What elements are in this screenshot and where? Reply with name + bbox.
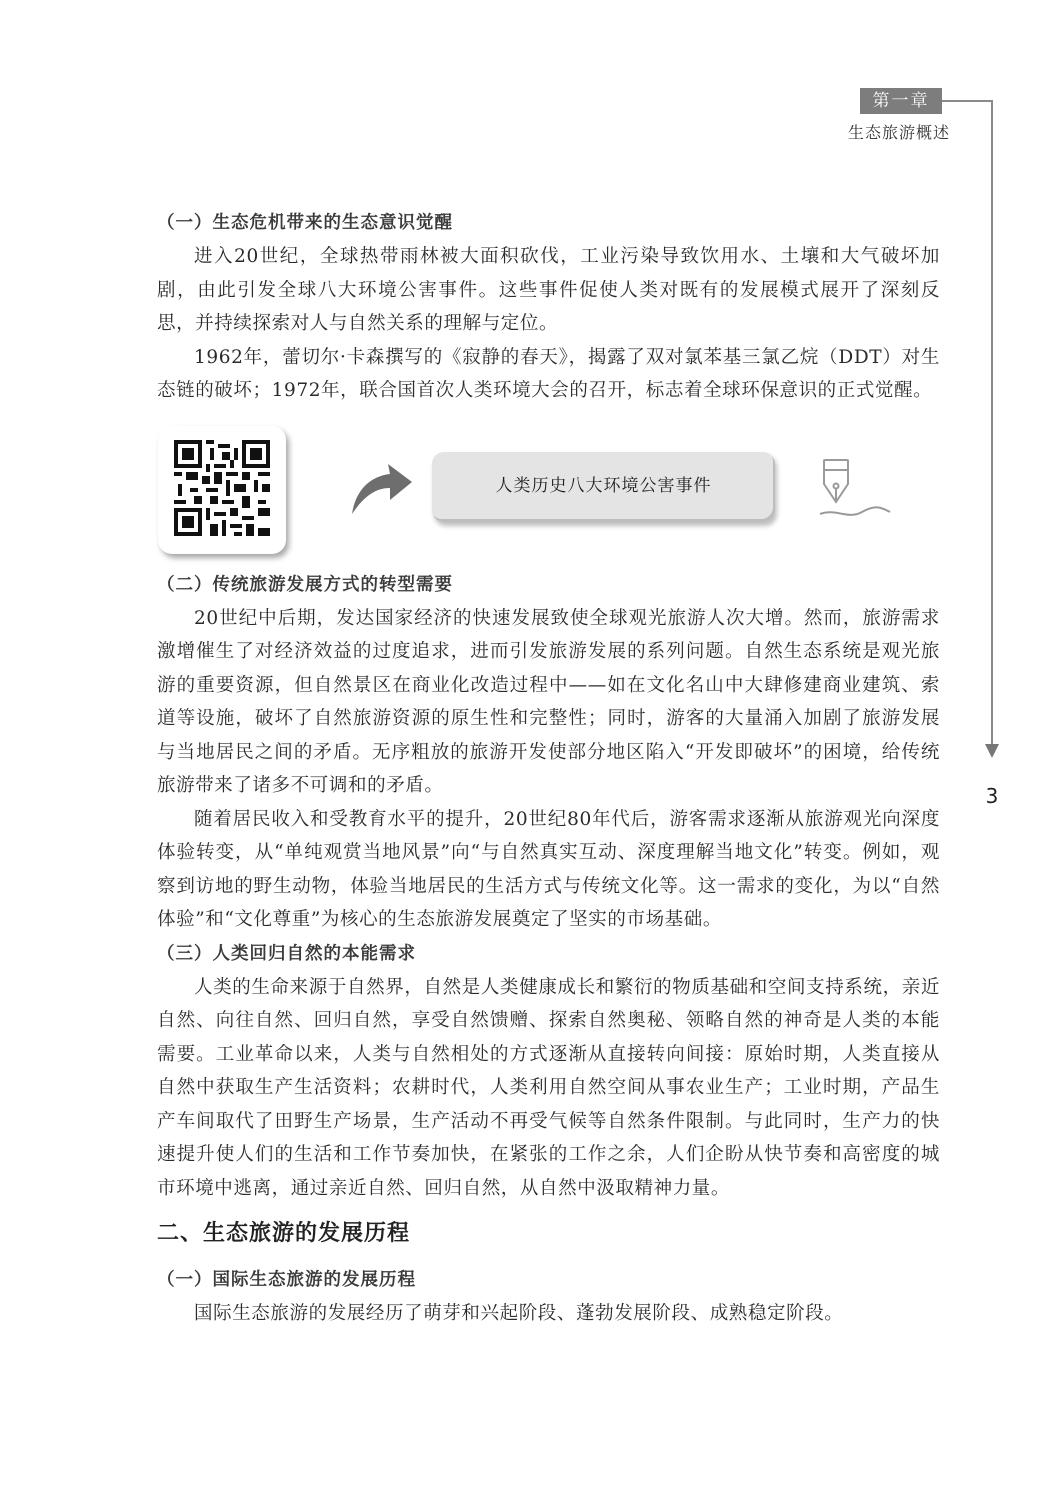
margin-arrow-icon [985, 744, 999, 758]
paragraph: 国际生态旅游的发展经历了萌芽和兴起阶段、蓬勃发展阶段、成熟稳定阶段。 [194, 1303, 844, 1324]
margin-rule-horizontal [942, 100, 992, 102]
paragraph: 20世纪中后期，发达国家经济的快速发展致使全球观光旅游人次大增。然而，旅游需求激增催生了对经济效益的过度追求，进而引发旅游发展的系列问题。自然生态系统是观光旅游的重要资源，但自然景区在商业化改造过程中——如在文化名山中大肆修建商业建筑、索道等设施，破坏了自然旅游资源的原生性和完整性；同时，游客的大量涌入加剧了旅游发展与当地居民之间的矛盾。无序粗放的旅游开发使部分地区陷入“开发即破坏”的困境，给传统旅游带来了诸多不可调和的矛盾。 [157, 607, 940, 796]
page-content [157, 206, 940, 1331]
chapter-label: 第一章 [860, 88, 942, 114]
paragraph: 进入20世纪，全球热带雨林被大面积砍伐，工业污染导致饮用水、土壤和大气破坏加剧，由此引发全球八大环境公害事件。这些事件促使人类对既有的发展模式展开了深刻反思，并持续探索对人与自然关系的理解与定位。 [157, 246, 940, 334]
resource-link-button[interactable]: 人类历史八大环境公害事件 [432, 452, 775, 522]
paragraph: 1962年，蕾切尔·卡森撰写的《寂静的春天》，揭露了双对氯苯基三氯乙烷（DDT）对生态链的破坏；1972年，联合国首次人类环境大会的召开，标志着全球环保意识的正式觉醒。 [157, 346, 940, 401]
subsection-heading-1: （一）生态危机带来的生态意识觉醒 [157, 213, 453, 233]
resource-block-spacer [157, 408, 940, 568]
subsection-heading-2: （二）传统旅游发展方式的转型需要 [157, 574, 453, 595]
page-number: 3 [985, 784, 999, 808]
subsection-heading-3: （三）人类回归自然的本能需求 [157, 943, 416, 964]
paragraph: 人类的生命来源于自然界，自然是人类健康成长和繁衍的物质基础和空间支持系统，亲近自然、向往自然、回归自然，享受自然馈赠、探索自然奥秘、领略自然的神奇是人类的本能需要。工业革命以来，人类与自然相处的方式逐渐从直接转向间接：原始时期，人类直接从自然中获取生产生活资料；农耕时代，人类利用自然空间从事农业生产；工业时期，产品生产车间取代了田野生产场景，生产活动不再受气候等自然条件限制。与此同时，生产力的快速提升使人们的生活和工作节奏加快，在紧张的工作之余，人们企盼从快节奏和高密度的城市环境中逃离，通过亲近自然、回归自然，从自然中汲取精神力量。 [157, 976, 940, 1199]
section-heading: 二、生态旅游的发展历程 [157, 1221, 411, 1246]
margin-rule-vertical [991, 100, 993, 745]
subsection-heading-4: （一）国际生态旅游的发展历程 [157, 1270, 416, 1290]
paragraph: 随着居民收入和受教育水平的提升，20世纪80年代后，游客需求逐渐从旅游观光向深度体验转变，从“单纯观赏当地风景”向“与自然真实互动、深度理解当地文化”转变。例如，观察到访地的野生动物，体验当地居民的生活方式与传统文化等。这一需求的变化，为以“自然体验”和“文化尊重”为核心的生态旅游发展奠定了坚实的市场基础。 [157, 808, 940, 930]
chapter-title: 生态旅游概述 [847, 123, 950, 142]
